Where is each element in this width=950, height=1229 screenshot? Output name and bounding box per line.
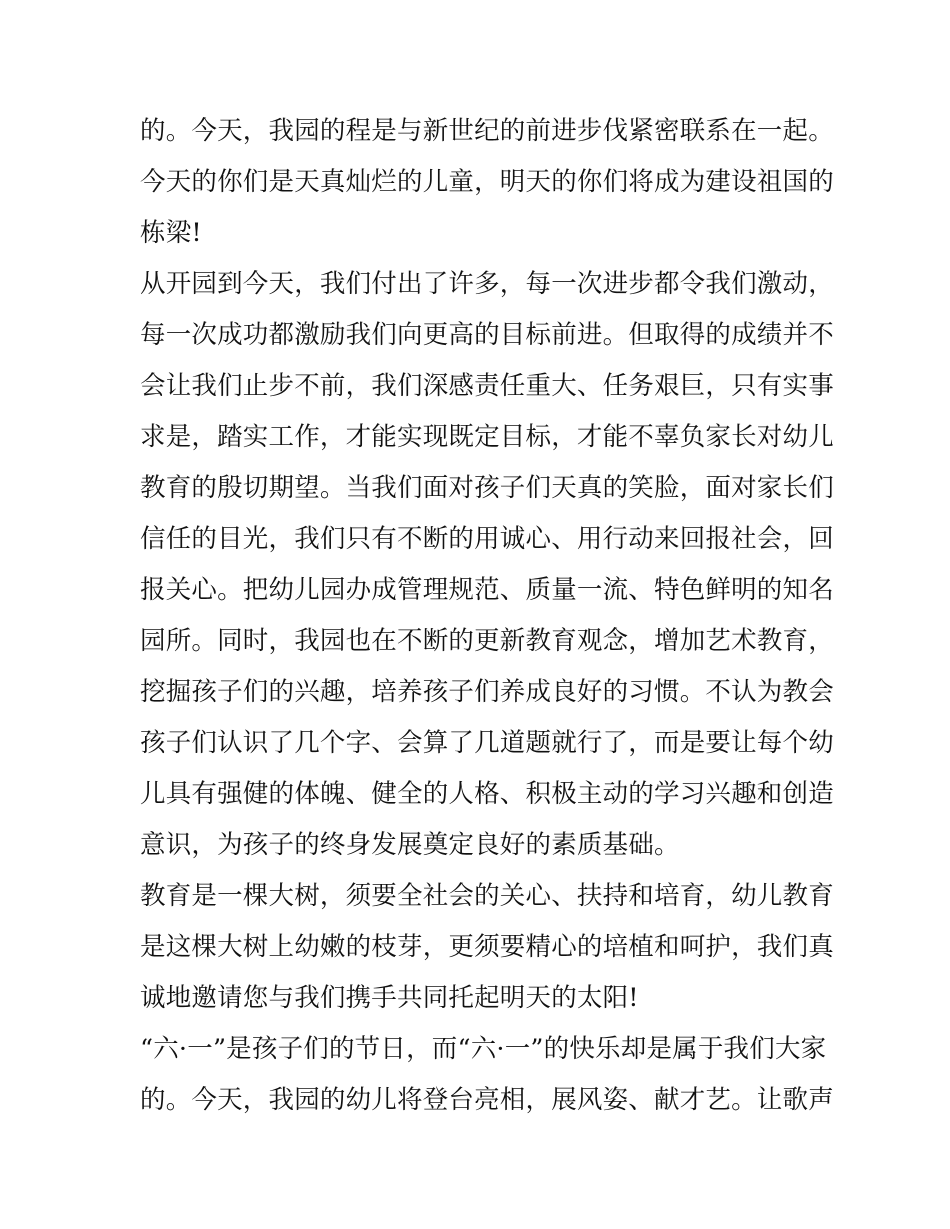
text-line: 是这棵大树上幼嫩的枝芽，更须要精心的培植和呵护，我们真 xyxy=(140,932,834,962)
document-body xyxy=(140,106,834,1126)
text-line: 从开园到今天，我们付出了许多，每一次进步都令我们激动， xyxy=(140,269,834,299)
text-line: 教育是一棵大树，须要全社会的关心、扶持和培育，幼儿教育 xyxy=(140,881,834,911)
text-line: 报关心。把幼儿园办成管理规范、质量一流、特色鲜明的知名 xyxy=(140,575,834,605)
text-line: 会让我们止步不前，我们深感责任重大、任务艰巨，只有实事 xyxy=(140,371,834,401)
text-line: 孩子们认识了几个字、会算了几道题就行了，而是要让每个幼 xyxy=(140,728,834,758)
text-line: 诚地邀请您与我们携手共同托起明天的太阳! xyxy=(140,983,639,1013)
text-line: 儿具有强健的体魄、健全的人格、积极主动的学习兴趣和创造 xyxy=(140,779,834,809)
text-line: 挖掘孩子们的兴趣，培养孩子们养成良好的习惯。不认为教会 xyxy=(140,677,834,707)
text-line: 园所。同时，我园也在不断的更新教育观念，增加艺术教育， xyxy=(140,626,834,656)
text-line: 信任的目光，我们只有不断的用诚心、用行动来回报社会，回 xyxy=(140,524,834,554)
text-line: 意识，为孩子的终身发展奠定良好的素质基础。 xyxy=(140,830,680,860)
text-line: 的。今天，我园的程是与新世纪的前进步伐紧密联系在一起。 xyxy=(140,116,834,146)
text-line: “六·一”是孩子们的节日，而“六·一”的快乐却是属于我们大家 xyxy=(140,1034,827,1064)
text-line: 教育的殷切期望。当我们面对孩子们天真的笑脸，面对家长们 xyxy=(140,473,834,503)
text-line: 求是，踏实工作，才能实现既定目标，才能不辜负家长对幼儿 xyxy=(140,422,834,452)
text-line: 每一次成功都激励我们向更高的目标前进。但取得的成绩并不 xyxy=(140,320,834,350)
text-line: 的。今天，我园的幼儿将登台亮相，展风姿、献才艺。让歌声 xyxy=(140,1085,834,1115)
text-line: 今天的你们是天真灿烂的儿童，明天的你们将成为建设祖国的 xyxy=(140,167,834,197)
text-line: 栋梁! xyxy=(140,218,202,248)
